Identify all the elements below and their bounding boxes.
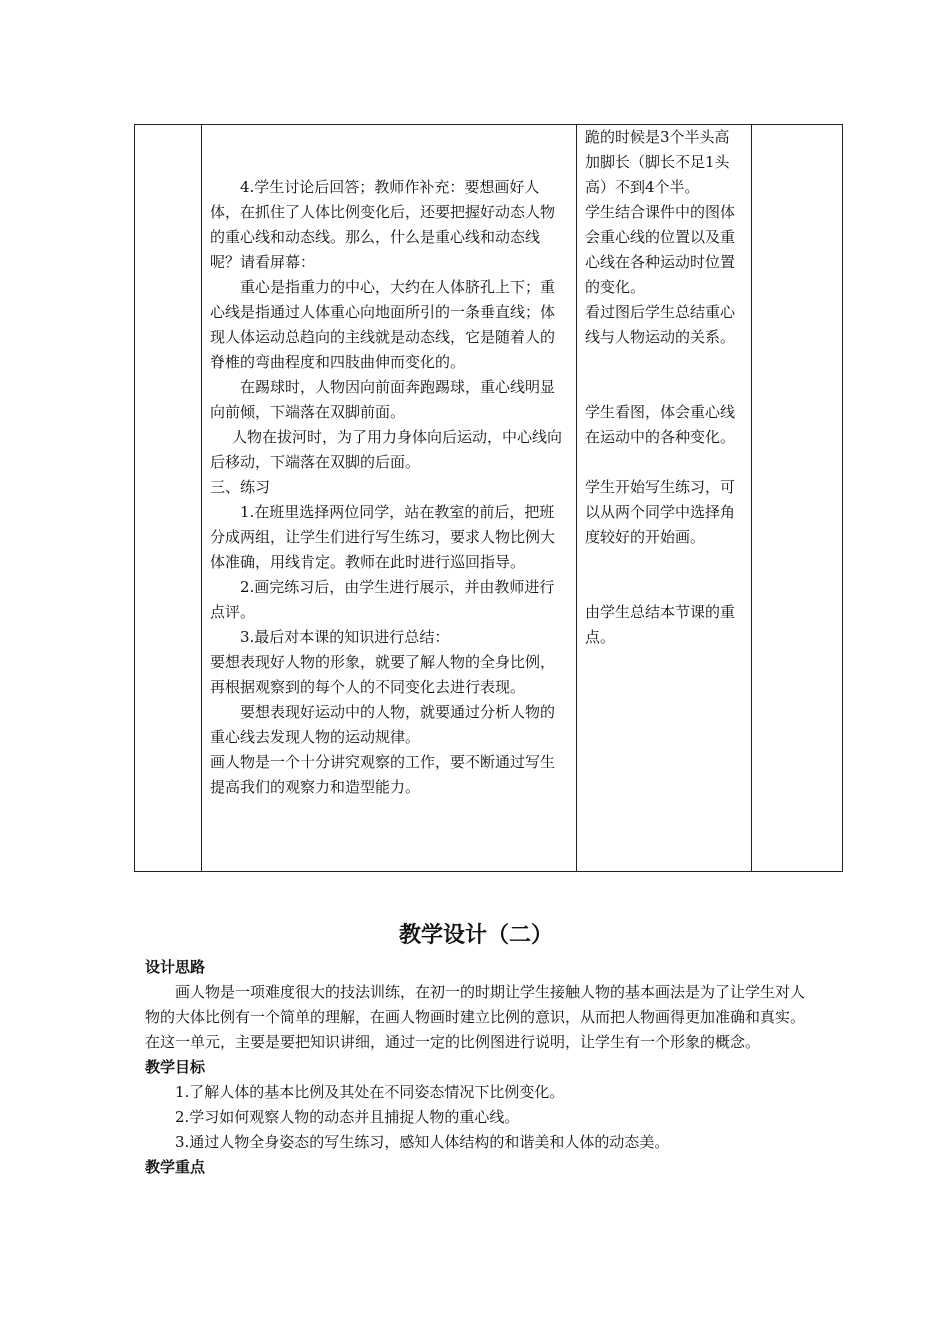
teacher-paragraph: 画人物是一个十分讲究观察的工作，要不断通过写生提高我们的观察力和造型能力。 — [210, 753, 556, 796]
design-text: 画人物是一项难度很大的技法训练，在初一的时期让学生接触人物的基本画法是为了让学生对人物的大体比例有一个简单的理解，在画人物画时建立比例的意识，从而把人物画得更加准确和真实。在这一单元，主要是要把知识讲细，通过一定的比例图进行说明，让学生有一个形象的概念。 — [145, 983, 806, 1051]
student-paragraph: 看过图后学生总结重心线与人物运动的关系。 — [585, 303, 736, 346]
section-heading: 三、练习 — [210, 478, 271, 496]
teacher-activity-cell — [202, 125, 577, 872]
lesson-table — [134, 124, 808, 872]
student-paragraph: 跪的时候是3个半头高加脚长（脚长不足1头高）不到4个半。 — [585, 128, 730, 196]
teacher-paragraph: 2.画完练习后，由学生进行展示，并由教师进行点评。 — [210, 578, 555, 621]
section-title: 教学设计（二） — [398, 923, 553, 948]
goal-item: 2.学习如何观察人物的动态并且捕捉人物的重心线。 — [175, 1108, 520, 1126]
goal-item: 1.了解人体的基本比例及其处在不同姿态情况下比例变化。 — [175, 1083, 565, 1101]
teacher-paragraph: 3.最后对本课的知识进行总结： — [240, 628, 450, 646]
teacher-paragraph: 要想表现好人物的形象，就要了解人物的全身比例，再根据观察到的每个人的不同变化去进行表现。 — [210, 653, 556, 696]
focus-heading: 教学重点 — [145, 1158, 206, 1176]
goals-heading: 教学目标 — [145, 1058, 206, 1076]
teacher-paragraph: 重心是指重力的中心，大约在人体脐孔上下；重心线是指通过人体重心向地面所引的一条垂直线；体现人体运动总趋向的主线就是动态线，它是随着人的脊椎的弯曲程度和四肢曲伸而变化的。 — [210, 278, 556, 371]
student-activity-cell — [577, 125, 752, 872]
lesson-plan-table — [134, 124, 843, 872]
teacher-paragraph: 1.在班里选择两位同学，站在教室的前后，把班分成两组，让学生们进行写生练习，要求人物比例大体准确，用线肯定。教师在此时进行巡回指导。 — [210, 503, 556, 571]
student-paragraph: 学生开始写生练习，可以从两个同学中选择角度较好的开始画。 — [585, 478, 736, 546]
goal-item: 3.通过人物全身姿态的写生练习，感知人体结构的和谐美和人体的动态美。 — [175, 1133, 670, 1151]
table-row — [135, 125, 843, 872]
teacher-paragraph: 4.学生讨论后回答；教师作补充：要想画好人体，在抓住了人体比例变化后，还要把握好动态人物的重心线和动态线。那么，什么是重心线和动态线呢？请看屏幕： — [210, 178, 556, 271]
empty-cell-left — [135, 125, 202, 872]
design-heading: 设计思路 — [145, 958, 206, 976]
teacher-paragraph: 人物在拔河时，为了用力身体向后运动，中心线向后移动，下端落在双脚的后面。 — [210, 428, 563, 471]
student-paragraph: 学生结合课件中的图体会重心线的位置以及重心线在各种运动时位置的变化。 — [585, 203, 736, 296]
student-paragraph: 由学生总结本节课的重点。 — [585, 603, 736, 646]
empty-cell-right — [752, 125, 843, 872]
teacher-paragraph: 在踢球时，人物因向前面奔跑踢球，重心线明显向前倾，下端落在双脚前面。 — [210, 378, 556, 421]
teacher-paragraph: 要想表现好运动中的人物，就要通过分析人物的重心线去发现人物的运动规律。 — [210, 703, 556, 746]
student-paragraph: 学生看图，体会重心线在运动中的各种变化。 — [585, 403, 736, 446]
design-two-section — [145, 918, 807, 1180]
